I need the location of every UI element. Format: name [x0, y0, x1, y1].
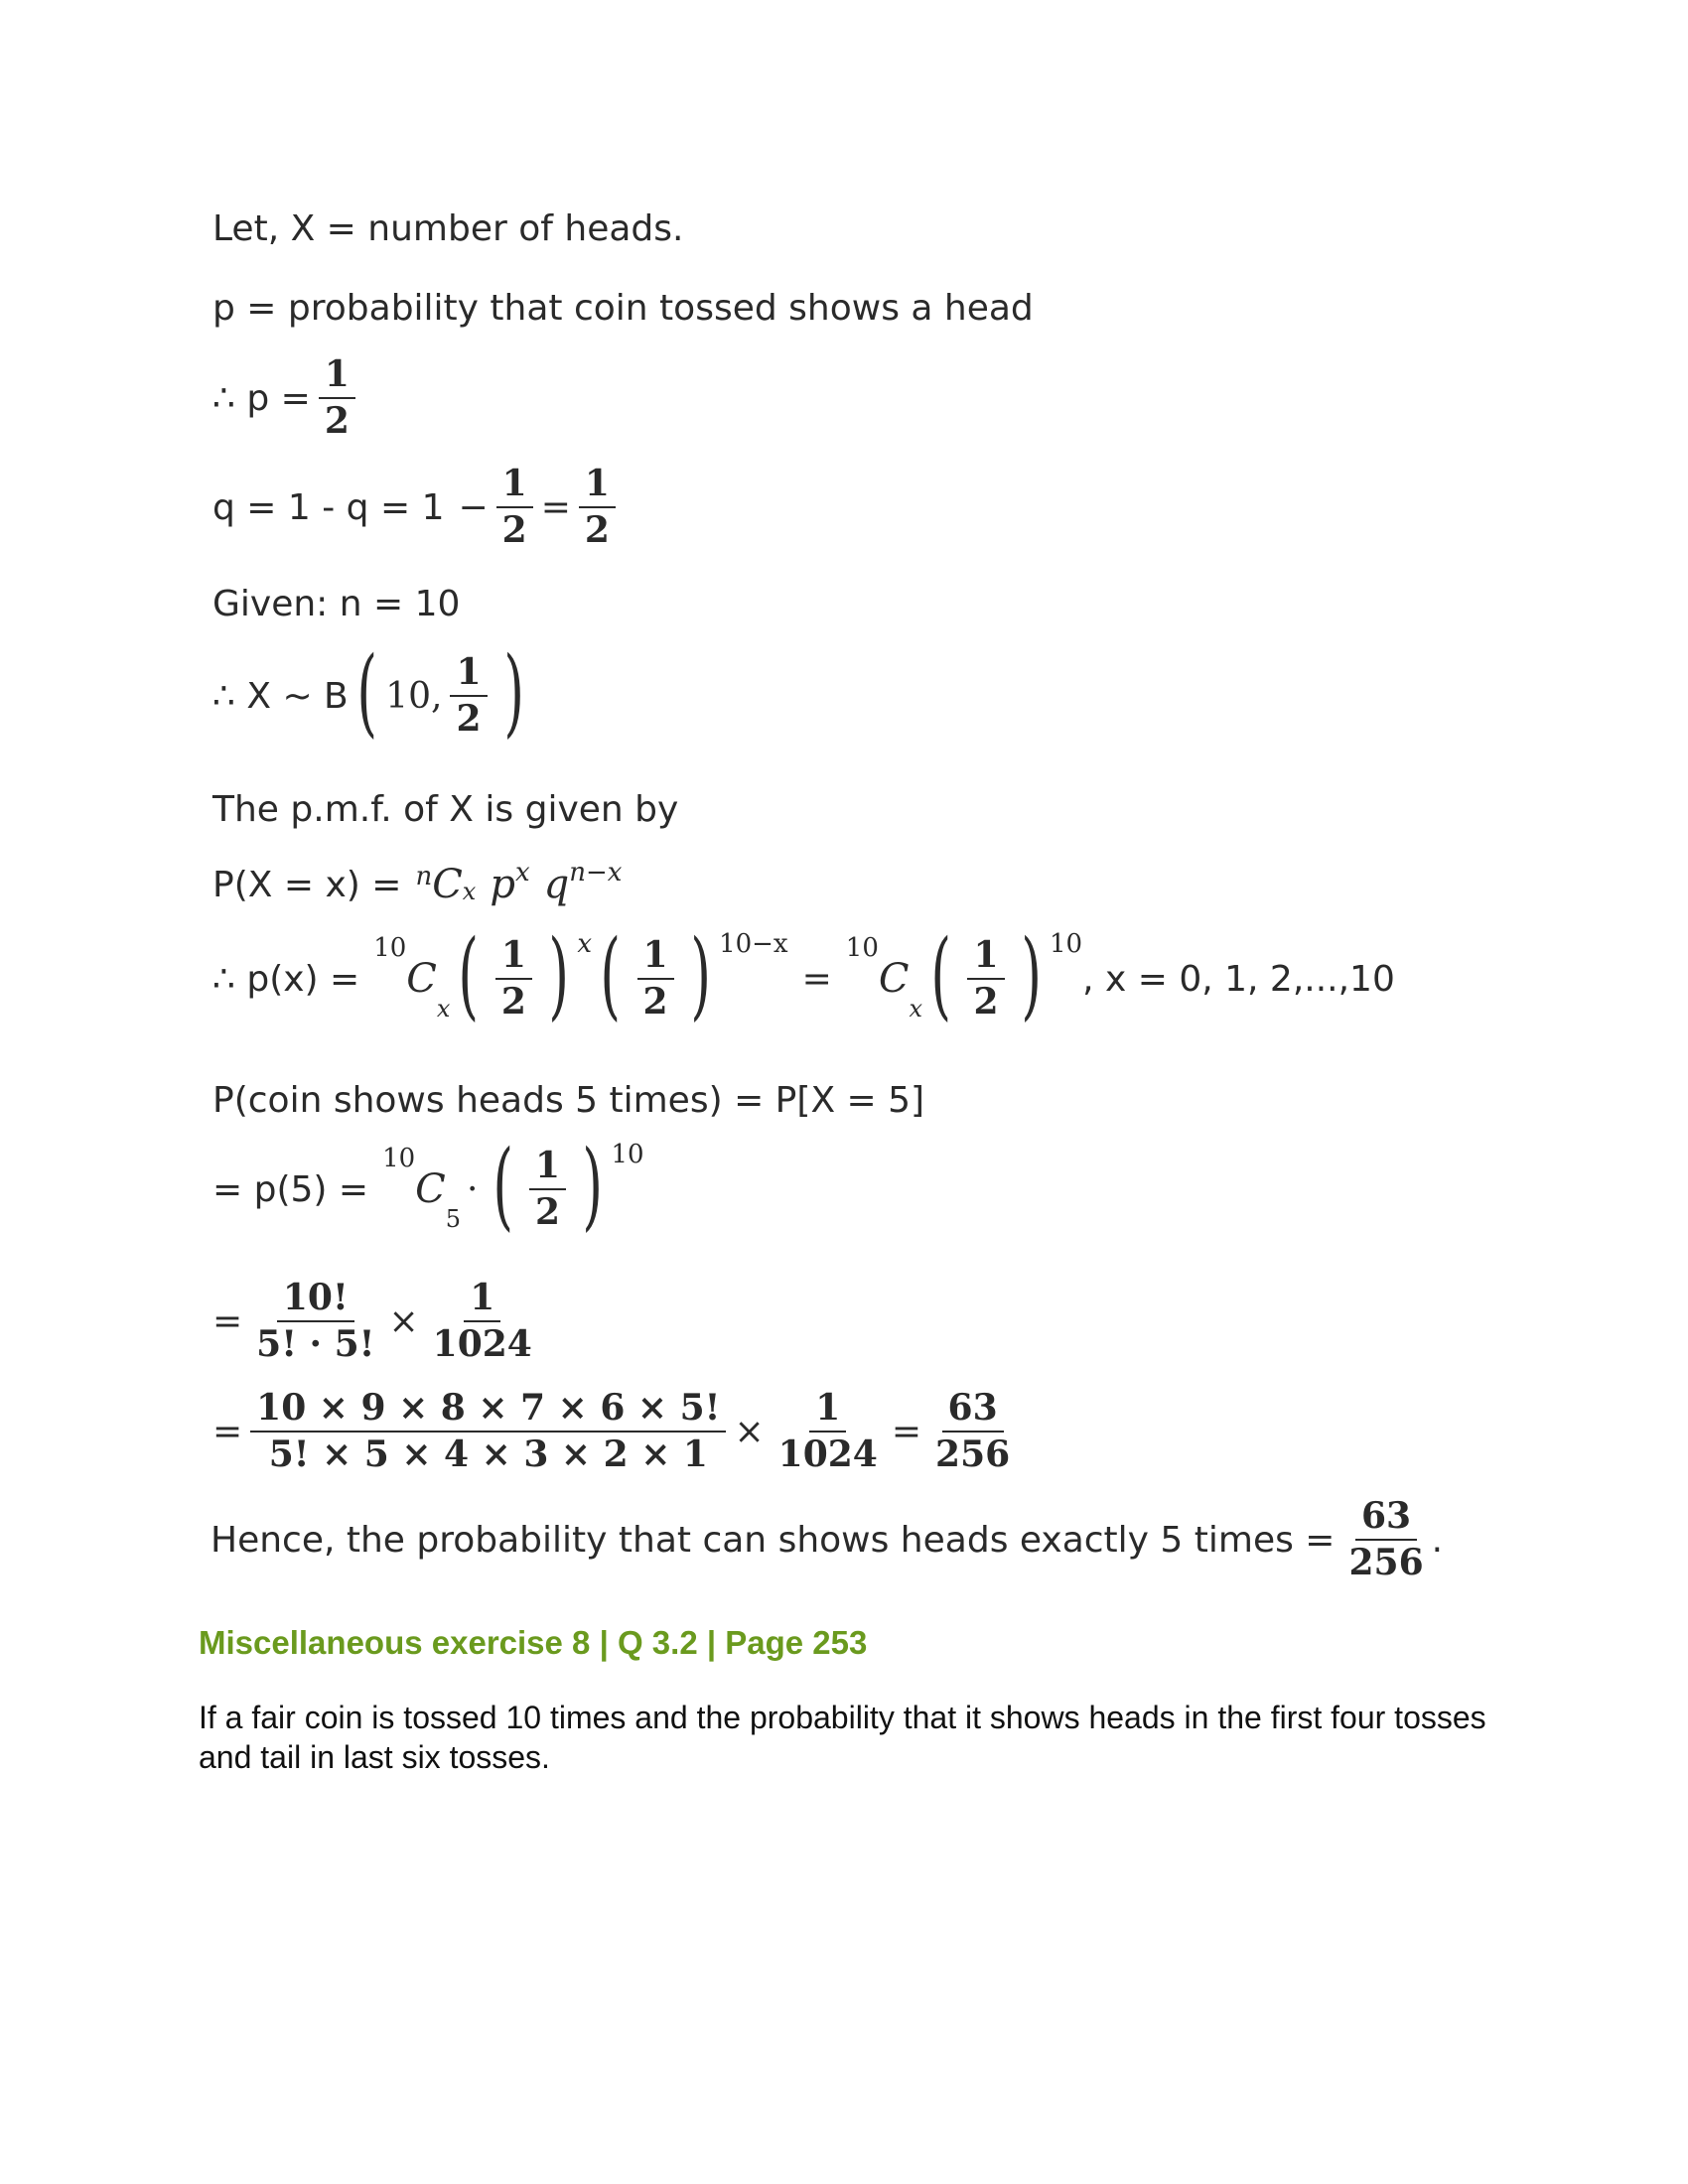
- combination-x: x: [462, 878, 477, 905]
- equals-sign: =: [212, 1411, 243, 1452]
- event-text: P(coin shows heads 5 times) = P[X = 5]: [212, 1080, 925, 1121]
- pmf-prefix: P(X = x) =: [212, 864, 402, 905]
- right-paren-icon: ): [582, 1130, 604, 1241]
- fraction-expanded: [250, 1386, 726, 1477]
- solution-line-conclusion: [211, 1494, 1443, 1585]
- left-paren-icon: (: [356, 636, 377, 748]
- numerator: 1: [637, 933, 674, 980]
- fraction-half: [637, 933, 674, 1024]
- binomial-n: 10,: [385, 675, 443, 717]
- combination-x: x: [909, 995, 923, 1023]
- p5-prefix: = p(5) =: [212, 1168, 369, 1210]
- denominator: 5! · 5!: [256, 1323, 375, 1365]
- denominator: 5! × 5 × 4 × 3 × 2 × 1: [268, 1433, 708, 1475]
- denominator: 2: [324, 400, 350, 442]
- period: .: [1431, 1519, 1444, 1561]
- equals-sign: =: [801, 958, 832, 1000]
- denominator: 256: [935, 1433, 1011, 1475]
- solution-line-q-value: [212, 462, 624, 553]
- equals-sign: =: [212, 1300, 243, 1342]
- numerator: 1: [967, 933, 1004, 980]
- q-value-prefix: q = 1 - q = 1: [212, 486, 445, 528]
- pmf-intro-text: The p.m.f. of X is given by: [212, 789, 679, 830]
- p-value-prefix: ∴ p =: [212, 377, 311, 419]
- times-sign: ×: [388, 1300, 419, 1342]
- fraction-answer: [929, 1386, 1016, 1477]
- combination-n: n: [415, 862, 433, 891]
- question-text: If a fair coin is tossed 10 times and the probability that it shows heads in the first four tosses and tail in last six tosses.: [199, 1700, 1486, 1775]
- denominator: 2: [534, 1191, 561, 1233]
- combination-ten: 10: [845, 933, 879, 963]
- fraction-answer: [1342, 1494, 1429, 1585]
- solution-line-given: [212, 584, 460, 624]
- numerator: 1: [319, 352, 355, 399]
- solution-line-p5: [212, 1130, 644, 1241]
- combination-c: C: [878, 956, 910, 1002]
- combination-c: C: [406, 956, 437, 1002]
- left-paren-icon: (: [458, 919, 480, 1030]
- solution-line-expanded: [212, 1386, 1024, 1477]
- fraction-half: [967, 933, 1004, 1024]
- fraction-half: [529, 1144, 566, 1235]
- denominator: 1024: [777, 1433, 878, 1475]
- denominator: 2: [500, 981, 526, 1023]
- px-range: , x = 0, 1, 2,...,10: [1082, 958, 1395, 1000]
- fraction-half: [450, 650, 487, 742]
- exponent-ten: 10: [1050, 929, 1083, 959]
- solution-line-px: [212, 919, 1395, 1030]
- right-paren-icon: ): [690, 919, 711, 1030]
- binomial-prefix: ∴ X ~ B: [212, 675, 349, 717]
- numerator: 63: [1355, 1494, 1417, 1541]
- denominator: 2: [456, 698, 482, 740]
- solution-line-factorial: [212, 1276, 546, 1367]
- solution-line-binomial: [212, 636, 532, 748]
- denominator: 2: [501, 509, 527, 551]
- conclusion-text: Hence, the probability that can shows heads exactly 5 times =: [211, 1519, 1336, 1561]
- denominator: 1024: [432, 1323, 532, 1365]
- exponent-x: x: [514, 858, 530, 887]
- combination-five: 5: [445, 1205, 462, 1233]
- fraction-one-over-1024: [427, 1276, 538, 1367]
- numerator: 1: [495, 933, 532, 980]
- fraction-half: [495, 933, 532, 1024]
- given-text: Given: n = 10: [212, 584, 461, 624]
- times-sign: ×: [734, 1411, 765, 1452]
- numerator: 1: [579, 462, 616, 508]
- solution-line-let-x: [212, 208, 683, 249]
- fraction-factorial: [250, 1276, 380, 1367]
- dot-operator: ·: [467, 1168, 479, 1210]
- fraction-half: [496, 462, 533, 553]
- numerator: 1: [464, 1276, 500, 1322]
- fraction-one-over-1024: [773, 1386, 884, 1477]
- denominator: 256: [1348, 1542, 1424, 1583]
- px-prefix: ∴ p(x) =: [212, 958, 360, 1000]
- numerator: 1: [496, 462, 533, 508]
- combination-ten: 10: [382, 1144, 416, 1173]
- denominator: 2: [642, 981, 668, 1023]
- solution-line-event: [212, 1080, 924, 1121]
- equals-sign: =: [540, 486, 571, 528]
- combination-ten: 10: [373, 933, 407, 963]
- left-paren-icon: (: [492, 1130, 513, 1241]
- minus-sign: −: [458, 486, 489, 528]
- p-definition-text: p = probability that coin tossed shows a head: [212, 288, 1034, 329]
- numerator: 63: [942, 1386, 1004, 1433]
- numerator: 1: [809, 1386, 846, 1433]
- numerator: 10 × 9 × 8 × 7 × 6 × 5!: [250, 1386, 726, 1433]
- numerator: 10!: [277, 1276, 354, 1322]
- combination-c: C: [432, 862, 463, 907]
- denominator: 2: [973, 981, 999, 1023]
- combination-c: C: [415, 1166, 446, 1212]
- denominator: 2: [584, 509, 610, 551]
- right-paren-icon: ): [502, 636, 524, 748]
- combination-x: x: [436, 995, 451, 1023]
- fraction-half: [579, 462, 616, 553]
- numerator: 1: [450, 650, 487, 697]
- solution-line-pmf-formula: [212, 858, 623, 907]
- question-heading-link[interactable]: Miscellaneous exercise 8 | Q 3.2 | Page 253: [199, 1624, 868, 1661]
- solution-line-pmf-intro: [212, 789, 678, 830]
- numerator: 1: [529, 1144, 566, 1190]
- variable-p: p: [490, 862, 515, 907]
- right-paren-icon: ): [548, 919, 569, 1030]
- variable-q: q: [543, 862, 570, 907]
- solution-line-p-definition: [212, 288, 1034, 329]
- exponent-ten: 10: [611, 1140, 644, 1169]
- exponent-ten-minus-x: 10−x: [719, 929, 788, 959]
- let-x-text: Let, X = number of heads.: [212, 208, 684, 249]
- equals-sign: =: [891, 1411, 922, 1452]
- fraction-half: [319, 352, 355, 444]
- solution-line-p-value: [212, 352, 363, 444]
- exponent-x: x: [577, 929, 593, 959]
- left-paren-icon: (: [930, 919, 952, 1030]
- right-paren-icon: ): [1020, 919, 1042, 1030]
- left-paren-icon: (: [600, 919, 622, 1030]
- exponent-n-minus-x: n−x: [569, 858, 623, 887]
